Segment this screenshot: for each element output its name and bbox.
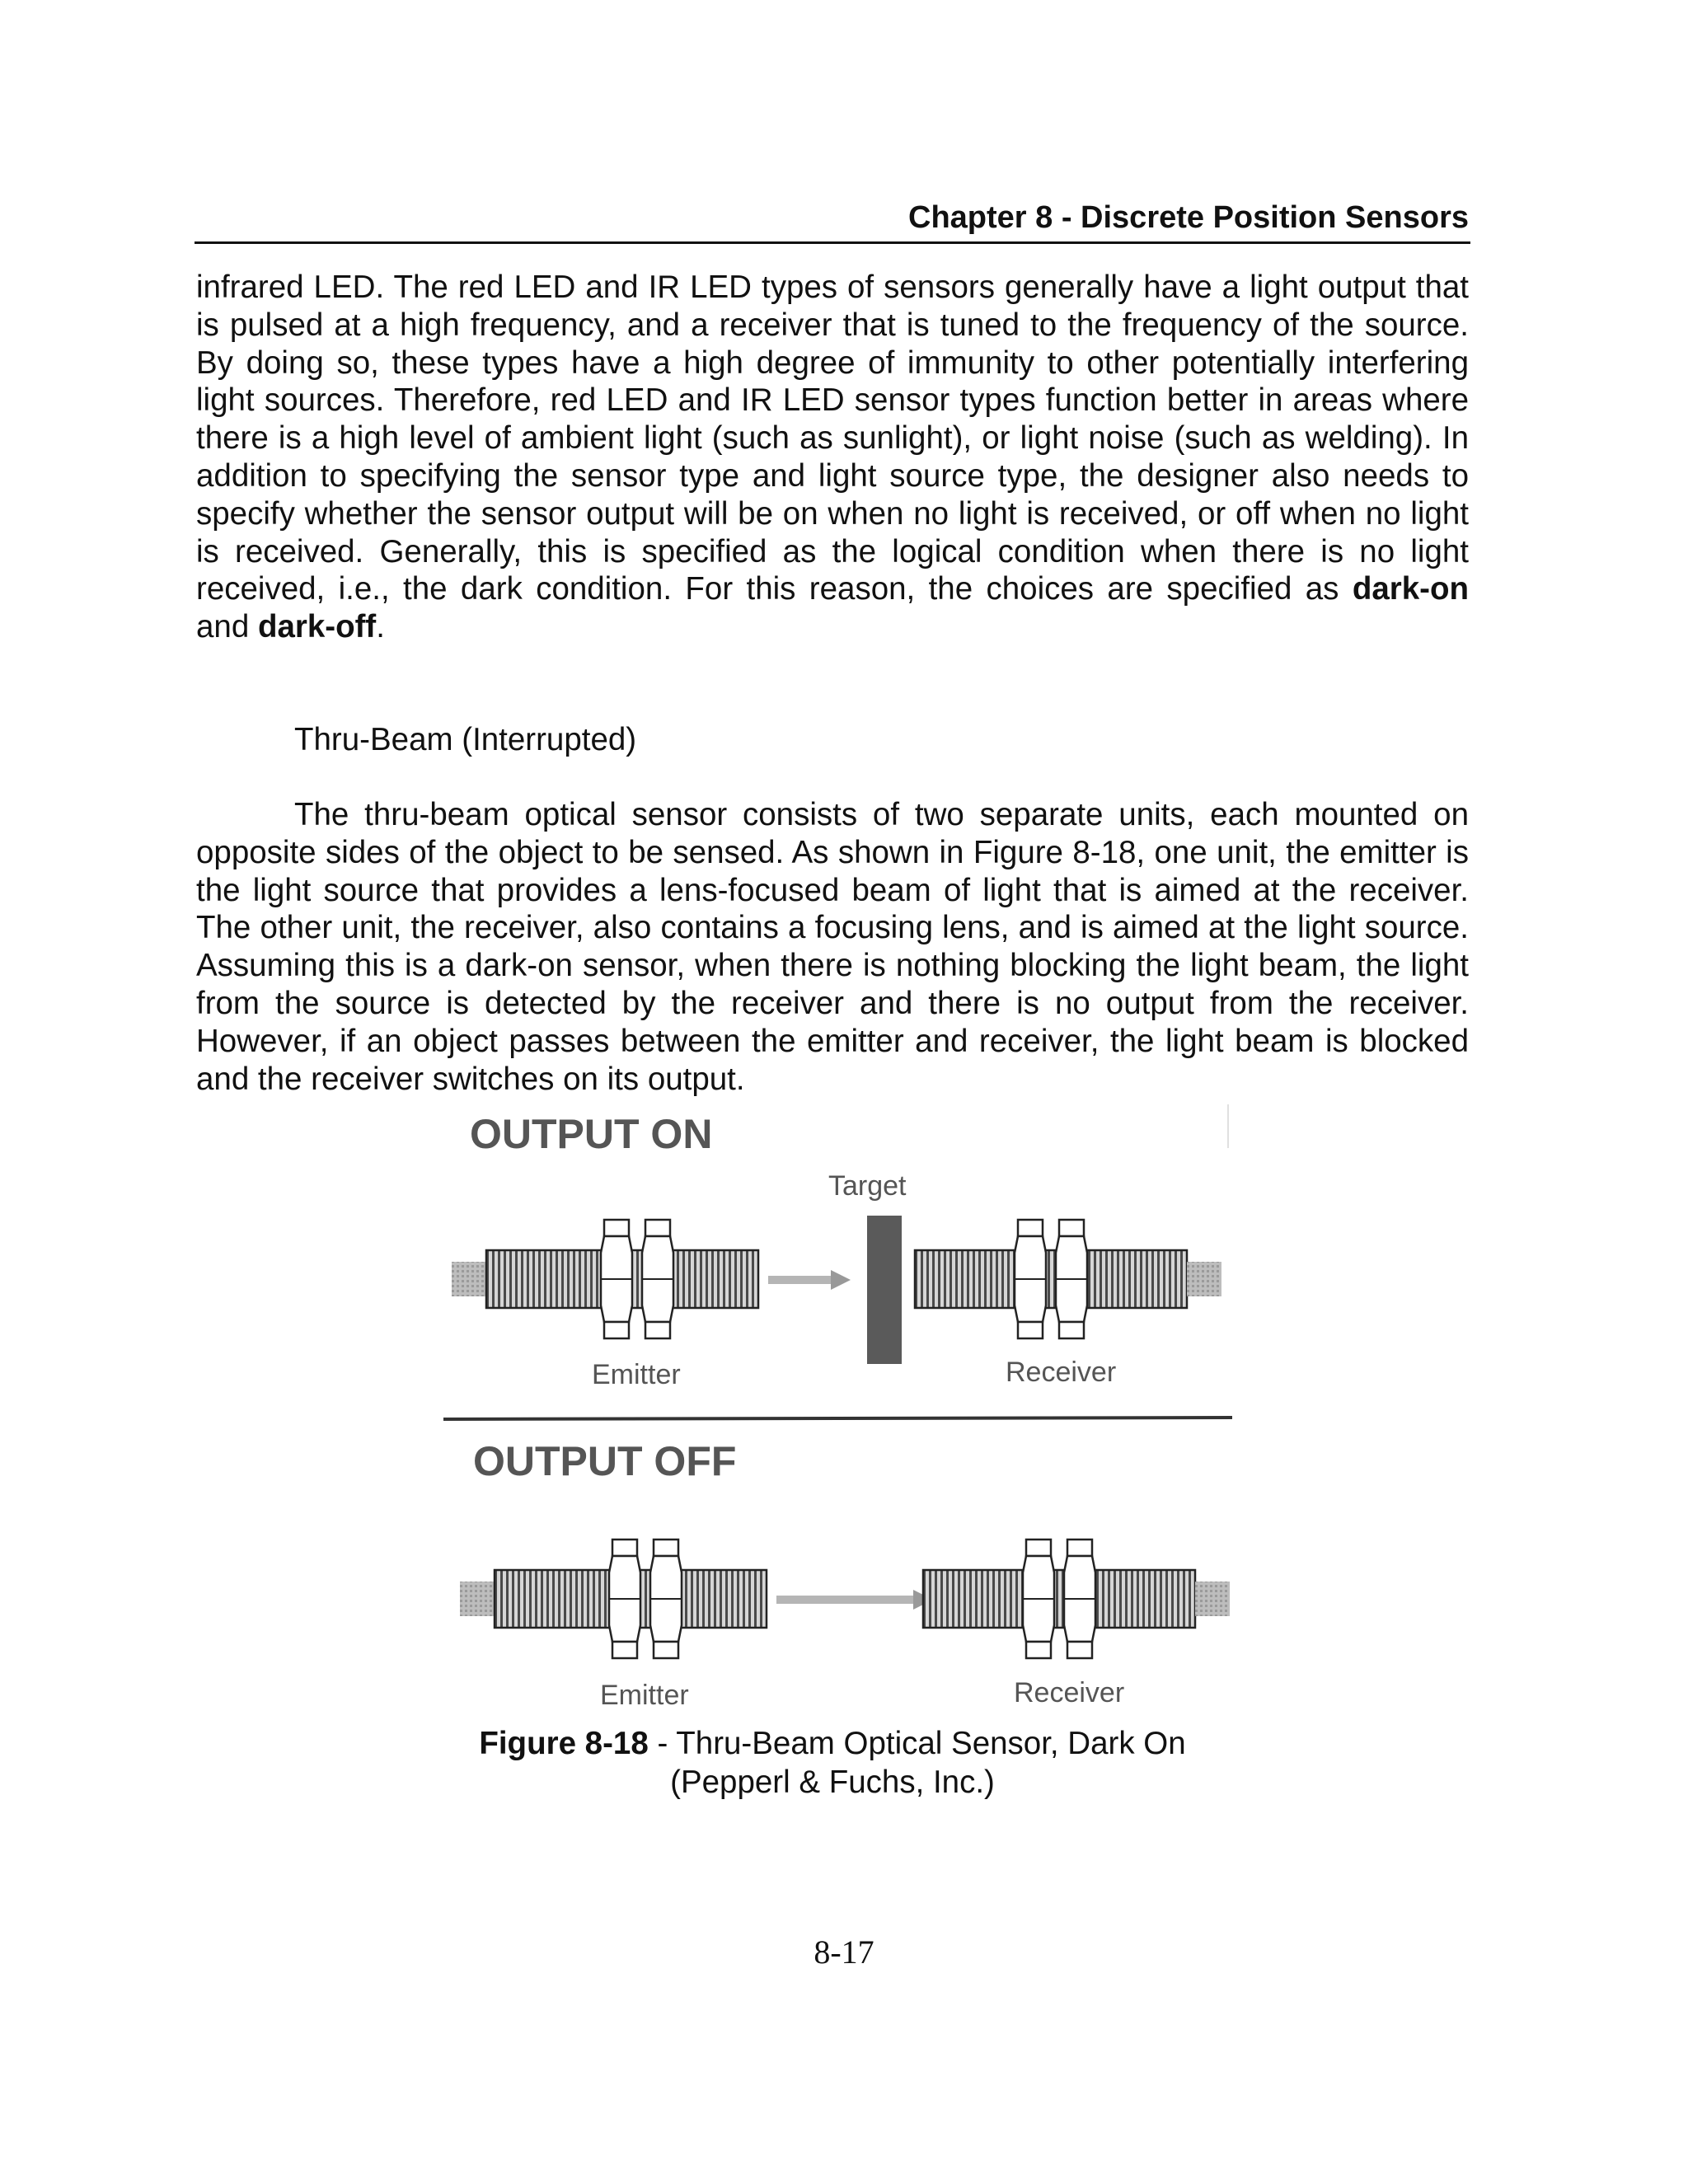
chapter-header: Chapter 8 - Discrete Position Sensors [908,200,1469,235]
output-off-title: OUTPUT OFF [473,1438,737,1484]
receiver-label-off: Receiver [1014,1677,1125,1708]
paragraph-1-conj: and [196,609,250,645]
header-divider [195,241,1470,244]
panel-divider [443,1418,1232,1419]
caption-title: - Thru-Beam Optical Sensor, Dark On [648,1726,1186,1761]
target-block [867,1216,902,1364]
term-dark-off: dark-off [257,609,377,645]
receiver-sensor-on [915,1220,1221,1338]
light-beam-arrow-off [776,1590,933,1610]
caption-figure-number: Figure 8-18 [479,1726,649,1761]
paragraph-2-text: The thru-beam optical sensor consists of two separate units, each mounted on opposite sides of the object to be sensed. As shown in Figure 8-18, one unit, the emitter is the light source that provides a lens-focused beam of light that is aimed at the receiver. The other unit, the receiver, also contains a focusing lens, and is aimed at the light source. Assuming this is a dark-on sensor, when there is nothing blocking the light beam, the light from the source is detected by the receiver and there is no output from the receiver. However, if an object passes between the emitter and receiver, the light beam is blocked and the receiver switches on its output. [196,797,1469,1097]
receiver-label-on: Receiver [1006,1357,1117,1388]
paragraph-1 [196,269,1469,646]
paragraph-1-end: . [376,609,385,645]
paragraph-1-text: infrared LED. The red LED and IR LED types of sensors generally have a light output that is pulsed at a high frequency, and a receiver that is tuned to the frequency of the source. By doing so, these types have a high degree of immunity to other potentially interfering light sources. Therefore, red LED and IR LED sensor types function better in areas where there is a high level of ambient light (such as sunlight), or light noise (such as welding). In addition to specifying the sensor type and light source type, the designer also needs to specify whether the sensor output will be on when no light is received, or off when no light is received. Generally, this is specified as the logical condition when there is no light received, i.e., the dark condition. For this reason, the choices are specified as [196,269,1469,607]
figure-caption [196,1724,1469,1802]
emitter-sensor-off [460,1540,767,1658]
target-label: Target [828,1170,907,1202]
section-subheading: Thru-Beam (Interrupted) [294,722,637,757]
page-number: 8-17 [814,1933,874,1971]
emitter-label-off: Emitter [600,1680,689,1711]
light-beam-arrow-on [768,1270,851,1290]
paragraph-2 [196,796,1469,1098]
emitter-sensor-on [452,1220,758,1338]
receiver-sensor-off [923,1540,1230,1658]
term-dark-on: dark-on [1352,571,1470,607]
emitter-label-on: Emitter [592,1359,681,1390]
thru-beam-figure [429,1100,1245,1735]
caption-credit: (Pepperl & Fuchs, Inc.) [670,1765,995,1800]
output-on-title: OUTPUT ON [470,1111,713,1157]
